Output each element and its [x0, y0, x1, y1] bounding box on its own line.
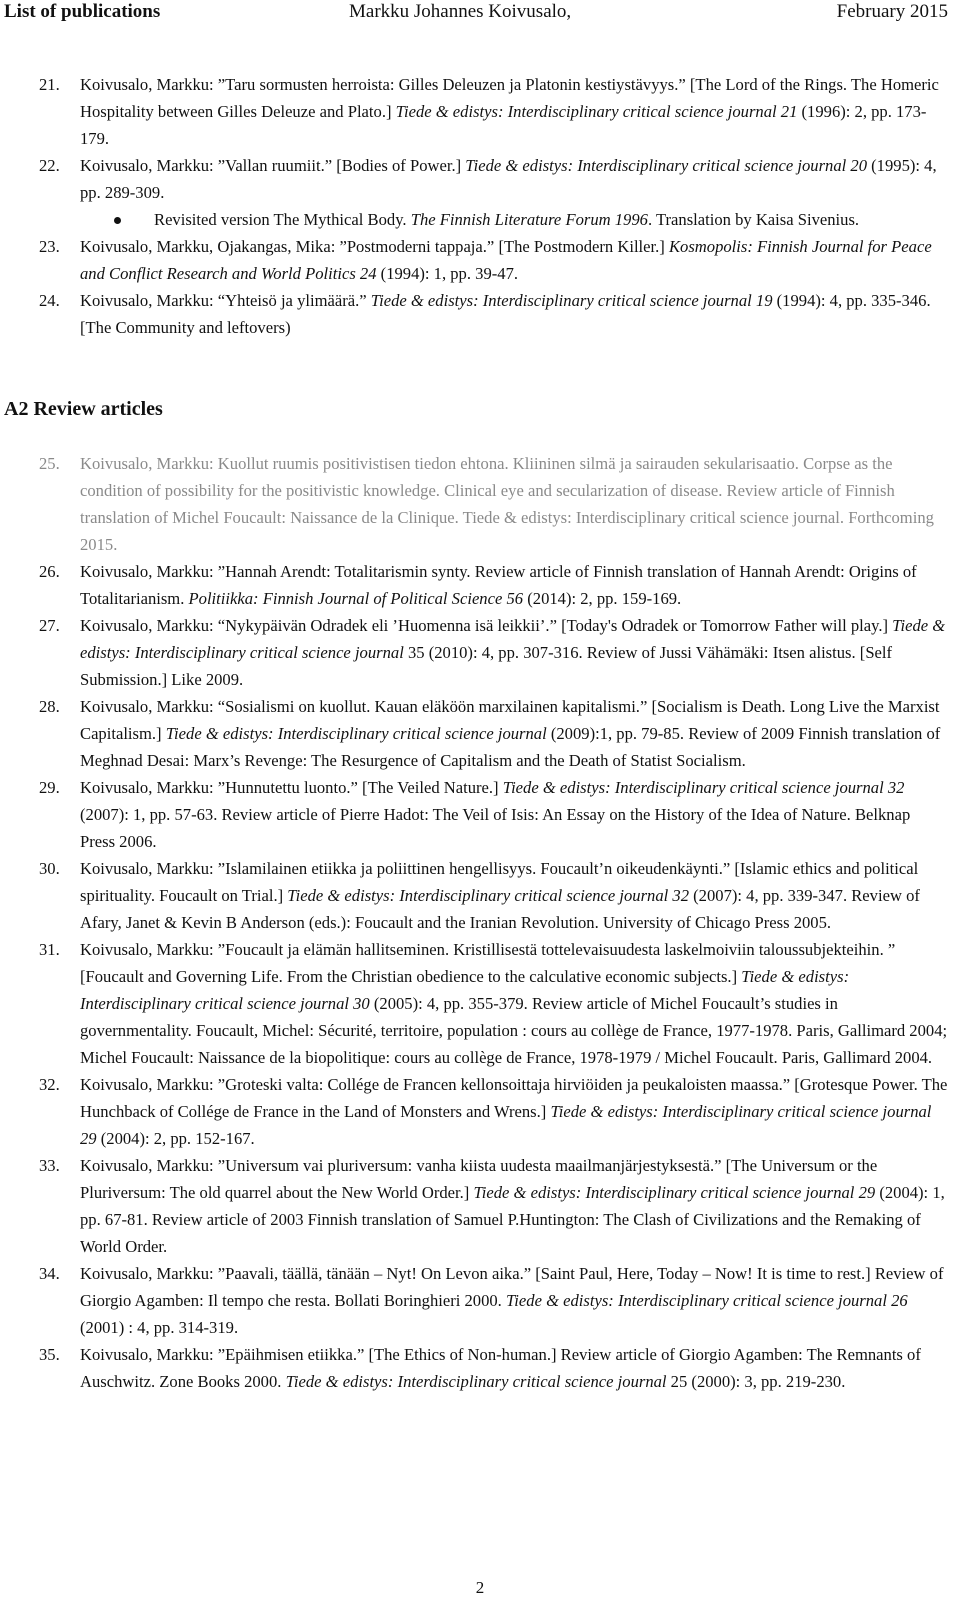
publication-entry [0, 1341, 960, 1395]
entry-journal: Tiede & edistys: Interdisciplinary critical science journal 30 [80, 967, 850, 1013]
entry-number: 26. [39, 562, 60, 581]
publication-entry [0, 855, 960, 936]
publication-entry [0, 233, 960, 287]
entry-tail: 25 (2000): 3, pp. 219-230. [666, 1372, 846, 1391]
publication-entry [0, 558, 960, 612]
entry-text: Koivusalo, Markku: “Yhteisö ja ylimäärä.” [80, 291, 371, 310]
entry-text: Koivusalo, Markku: ”Islamilainen etiikka ja poliittinen hengellisyys. Foucault’n oikeudenkäynti.” [Islamic ethics and political spirituality. Foucault on Trial.] [80, 859, 919, 905]
entry-journal: Tiede & edistys: Interdisciplinary critical science journal 29 [80, 1102, 932, 1148]
entry-journal: Politiikka: Finnish Journal of Political Science 56 [188, 589, 524, 608]
publication-list-a1 [0, 71, 960, 341]
publication-entry [0, 936, 960, 1071]
bullet-journal: The Finnish Literature Forum 1996 [410, 210, 648, 229]
entry-text: Koivusalo, Markku: ”Hannah Arendt: Totalitarismin synty. Review article of Finnish translation of Hannah Arendt: Origins of Totalitarianism. [80, 562, 917, 608]
header-title: List of publications [4, 1, 161, 22]
entry-text: Koivusalo, Markku: ”Groteski valta: Collége de Francen kellonsoittaja hirviöiden ja peukaloisten maassa.” [Grotesque Power. The Hunchback of Collége de France in the Land of Monsters and Wrens.] [80, 1075, 948, 1121]
entry-tail: (2007): 1, pp. 57-63. Review article of Pierre Hadot: The Veil of Isis: An Essay on the History of the Idea of Nature. Belknap Press 2006. [80, 805, 911, 851]
entry-number: 32. [39, 1075, 60, 1094]
entry-journal: Tiede & edistys: Interdisciplinary critical science journal 32 [502, 778, 905, 797]
entry-journal: Tiede & edistys: Interdisciplinary critical science journal 20 [465, 156, 867, 175]
publication-entry [0, 774, 960, 855]
entry-tail: (2004): 1, pp. 67-81. Review article of 2003 Finnish translation of Samuel P.Huntington: The Clash of Civilizations and the Remaking of World Order. [80, 1183, 945, 1256]
section-heading: A2 Review articles [4, 398, 163, 420]
entry-text: Koivusalo, Markku: ”Epäihmisen etiikka.” [The Ethics of Non-human.] Review article of Giorgio Agamben: The Remnants of Auschwitz. Zone Books 2000. [80, 1345, 921, 1391]
publication-entry [0, 612, 960, 693]
page-header [0, 0, 960, 26]
entry-number: 30. [39, 859, 60, 878]
entry-tail: (2014): 2, pp. 159-169. [523, 589, 682, 608]
bullet-note [0, 206, 960, 233]
entry-text: Koivusalo, Markku: ”Taru sormusten herroista: Gilles Deleuzen ja Platonin kestiystävyys.” [The Lord of the Rings. The Homeric Hospitality between Gilles Deleuze and Plato.] [80, 75, 939, 121]
publication-entry-forthcoming [0, 450, 960, 558]
bullet-tail: . Translation by Kaisa Sivenius. [647, 210, 860, 229]
entry-tail: (2001) : 4, pp. 314-319. [80, 1318, 239, 1337]
entry-number: 25. [39, 454, 60, 473]
entry-tail: (2005): 4, pp. 355-379. Review article of Michel Foucault’s studies in governmentality. Foucault, Michel: Sécurité, territoire, population : cours au collège de France, 1977-1978. Paris, Gallimard 2004; Michel Foucault: Naissance de la biopolitique: cours au collège de France, 1978-1979 / Michel Foucault. Paris, Gallimard 2004. [80, 994, 948, 1067]
entry-number: 23. [39, 237, 60, 256]
entry-journal: Tiede & edistys: Interdisciplinary critical science journal 21 [395, 102, 798, 121]
publication-entry [0, 1152, 960, 1260]
entry-tail: (1994): 1, pp. 39-47. [376, 264, 519, 283]
entry-number: 35. [39, 1345, 60, 1364]
entry-number: 28. [39, 697, 60, 716]
entry-number: 31. [39, 940, 60, 959]
publication-entry [0, 71, 960, 152]
entry-text: Koivusalo, Markku: ”Foucault ja elämän hallitseminen. Kristillisestä tottelevaisuudesta laskelmoiviin taloussubjekteihin. ” [Foucault and Governing Life. From the Christian obedience to the calculative economic subjects.] [80, 940, 896, 986]
entry-tail: 35 (2010): 4, pp. 307-316. Review of Jussi Vähämäki: Itsen alistus. [Self Submission.] Like 2009. [80, 643, 893, 689]
entry-journal: Tiede & edistys: Interdisciplinary critical science journal [285, 1372, 667, 1391]
entry-text: Koivusalo, Markku: “Nykypäivän Odradek eli ’Huomenna isä leikkii’.” [Today's Odradek or Tomorrow Father will play.] [80, 616, 893, 635]
header-author: Markku Johannes Koivusalo, [349, 1, 572, 22]
entry-number: 33. [39, 1156, 60, 1175]
entry-tail: (1995): 4, pp. 289-309. [80, 156, 937, 202]
header-date: February 2015 [836, 1, 948, 22]
entry-text: Koivusalo, Markku: ”Paavali, täällä, tänään – Nyt! On Levon aika.” [Saint Paul, Here, Today – Now! It is time to rest.] Review of Giorgio Agamben: Il tempo che resta. Bollati Boringhieri 2000. [80, 1264, 944, 1310]
entry-text: Koivusalo, Markku: ”Vallan ruumiit.” [Bodies of Power.] [80, 156, 466, 175]
entry-number: 22. [39, 156, 60, 175]
entry-number: 24. [39, 291, 60, 310]
bullet-text: Revisited version The Mythical Body. [154, 210, 411, 229]
entry-number: 34. [39, 1264, 60, 1283]
entry-number: 29. [39, 778, 60, 797]
publication-entry [0, 152, 960, 206]
entry-journal: Tiede & edistys: Interdisciplinary critical science journal [165, 724, 547, 743]
entry-text: Koivusalo, Markku, Ojakangas, Mika: ”Postmoderni tappaja.” [The Postmodern Killer.] [80, 237, 669, 256]
page-number: 2 [475, 1578, 485, 1597]
entry-journal: Tiede & edistys: Interdisciplinary critical science journal [80, 616, 946, 662]
entry-journal: Kosmopolis: Finnish Journal for Peace and Conflict Research and World Politics 24 [80, 237, 932, 283]
entry-number: 21. [39, 75, 60, 94]
publication-entry [0, 693, 960, 774]
publication-entry [0, 287, 960, 341]
bullet-icon [114, 217, 121, 224]
entry-tail: (2004): 2, pp. 152-167. [96, 1129, 255, 1148]
publication-list-a2 [0, 450, 960, 1395]
entry-tail: (1994): 4, pp. 335-346. [The Community and leftovers) [80, 291, 931, 337]
entry-tail: (1996): 2, pp. 173-179. [80, 102, 927, 148]
entry-journal: Tiede & edistys: Interdisciplinary critical science journal 26 [505, 1291, 908, 1310]
entry-journal: Tiede & edistys: Interdisciplinary critical science journal 29 [473, 1183, 876, 1202]
entry-text: Koivusalo, Markku: “Sosialismi on kuollut. Kauan eläköön marxilainen kapitalismi.” [Socialism is Death. Long Live the Marxist Capitalism.] [80, 697, 940, 743]
publication-entry [0, 1260, 960, 1341]
entry-tail: (2009):1, pp. 79-85. Review of 2009 Finnish translation of Meghnad Desai: Marx’s Revenge: The Resurgence of Capitalism and the Death of Statist Socialism. [80, 724, 941, 770]
entry-journal: Tiede & edistys: Interdisciplinary critical science journal 19 [370, 291, 773, 310]
entry-tail: (2007): 4, pp. 339-347. Review of Afary, Janet & Kevin B Anderson (eds.): Foucault and the Iranian Revolution. University of Chicago Press 2005. [80, 886, 920, 932]
entry-journal: Tiede & edistys: Interdisciplinary critical science journal 32 [287, 886, 689, 905]
publication-entry [0, 1071, 960, 1152]
entry-number: 27. [39, 616, 60, 635]
entry-text: Koivusalo, Markku: ”Universum vai pluriversum: vanha kiista uudesta maailmanjärjestyksestä.” [The Universum or the Pluriversum: The old quarrel about the New World Order.] [80, 1156, 878, 1202]
entry-text: Koivusalo, Markku: Kuollut ruumis positivistisen tiedon ehtona. Kliininen silmä ja sairauden sekularisaatio. Corpse as the condition of possibility for the positivistic knowledge. Clinical eye and secularization of disease. Review article of Finnish translation of Michel Foucault: Naissance de la Clinique. Tiede & edistys: Interdisciplinary critical science journal. Forthcoming 2015. [80, 454, 934, 554]
entry-text: Koivusalo, Markku: ”Hunnutettu luonto.” [The Veiled Nature.] [80, 778, 503, 797]
